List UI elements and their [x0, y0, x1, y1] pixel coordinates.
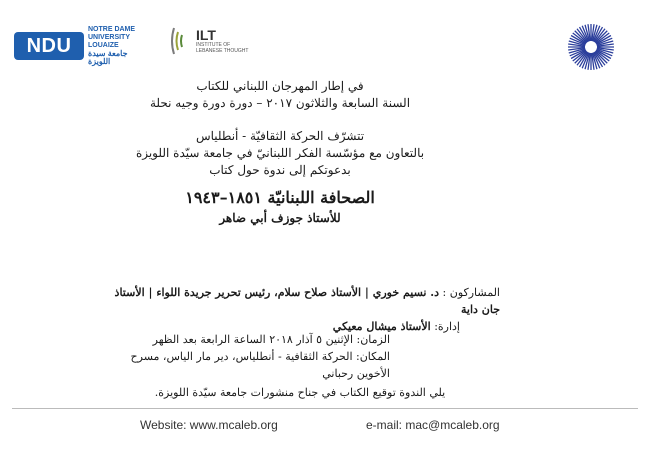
book-title: الصحافة اللبنانيّة ١٨٥١–١٩٤٣ — [185, 188, 375, 207]
event-details — [110, 331, 390, 382]
book-author: للأستاذ جوزف أبي ضاهر — [219, 211, 341, 225]
invite-line: بدعوتكم إلى ندوة حول كتاب — [209, 163, 351, 177]
participants-block — [110, 284, 500, 335]
ndu-wordmark: NOTRE DAME UNIVERSITY LOUAIZE جامعة سيدة اللويزة — [88, 26, 136, 66]
website-text: Website: www.mcaleb.org — [140, 418, 278, 432]
signing-note: يلي الندوة توقيع الكتاب في جناح منشورات جامعة سيّدة اللويزة. — [154, 386, 446, 399]
cooperation-line: بالتعاون مع مؤسّسة الفكر اللبنانيّ في جامعة سيّدة اللويزة — [135, 146, 425, 160]
footer-divider — [12, 408, 638, 409]
ilt-emblem-icon — [168, 24, 194, 58]
sunburst-emblem-icon — [566, 22, 616, 76]
participants-names: د. نسيم خوري | الأستاذ صلاح سلام، رئيس تحرير جريدة اللواء | الأستاذ جان داية — [114, 286, 500, 316]
event-time: الزمان: الإثنين ٥ آذار ٢٠١٨ الساعة الرابعة بعد الظهر — [152, 333, 390, 346]
festival-year-line: السنة السابعة والثلاثون ٢٠١٧ – دورة دورة وجيه نحلة — [149, 96, 411, 110]
moderation-line: إدارة: الأستاذ ميشال معيكي — [332, 320, 460, 333]
event-place: المكان: الحركة الثقافية - أنطلياس، دير مار الياس، مسرح الأخوين رحباني — [130, 350, 390, 380]
participants-line: المشاركون : د. نسيم خوري | الأستاذ صلاح سلام، رئيس تحرير جريدة اللواء | الأستاذ جان داية — [114, 286, 500, 316]
festival-line: في إطار المهرجان اللبناني للكتاب — [196, 79, 364, 93]
ndu-logo — [14, 26, 135, 66]
email-text: e-mail: mac@mcaleb.org — [366, 418, 500, 432]
moderator-name: الأستاذ ميشال معيكي — [332, 320, 431, 333]
ndu-mark: NDU — [14, 32, 84, 60]
ilt-mark: ILT — [196, 27, 216, 43]
host-line: تتشرّف الحركة الثقافيّة - أنطلياس — [195, 129, 365, 143]
invitation-body — [60, 78, 500, 227]
ilt-logo: ILT INSTITUTE OF LEBANESE THOUGHT — [168, 24, 248, 58]
